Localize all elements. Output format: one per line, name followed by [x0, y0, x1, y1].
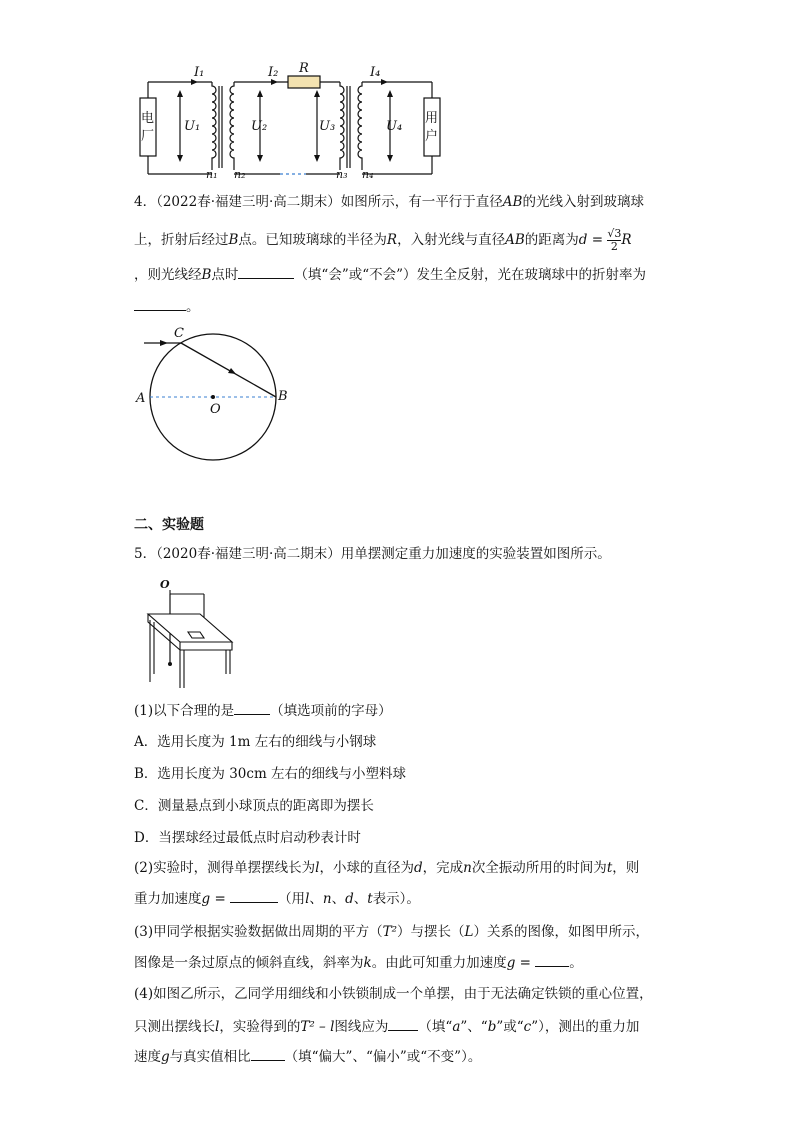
label-n3: n₃	[336, 168, 348, 181]
label-i1: I₁	[194, 65, 205, 80]
q5-part4-line3: 速度g与真实值相比 （填“偏大”、“偏小”或“不变”）。	[134, 1046, 481, 1067]
label-u4: U₄	[386, 119, 403, 134]
label-i2: I₂	[268, 65, 279, 80]
q4-line-3: ，则光线经B点时 （填“会”或“不会”）发生全反射，光在玻璃球中的折射率为	[134, 264, 646, 285]
answer-blank-p4-g[interactable]	[251, 1046, 285, 1061]
answer-blank-p2[interactable]	[230, 888, 278, 903]
answer-blank-p3[interactable]	[535, 952, 569, 967]
power-plant-box	[140, 98, 156, 156]
label-pivot-o: O	[160, 578, 170, 591]
q4-line-4: 。	[134, 296, 200, 317]
glass-sphere-figure	[130, 322, 300, 484]
coil-n4	[358, 82, 362, 170]
label-o: O	[210, 402, 221, 417]
answer-blank-reflection[interactable]	[238, 264, 294, 279]
q5-option-b: B．选用长度为 30cm 左右的细线与小塑料球	[134, 766, 407, 782]
q5-part2-line2: 重力加速度g = （用l、n、d、t表示）。	[134, 888, 420, 909]
q5-option-c: C．测量悬点到小球顶点的距离即为摆长	[134, 798, 374, 814]
label-plant-1: 电	[141, 111, 155, 126]
coil-n2	[230, 82, 234, 170]
resistor-r	[288, 76, 320, 88]
q5-part4-line2: 只测出摆线长l，实验得到的T² – l图线应为 （填“a”、“b”或“c”），测出的重力加	[134, 1016, 639, 1037]
label-n1: n₁	[206, 168, 218, 181]
section-title-experiment: 二、实验题	[134, 517, 204, 533]
label-user-2: 户	[425, 129, 439, 144]
q5-option-d: D．当摆球经过最低点时启动秒表计时	[134, 830, 361, 846]
label-n2: n₂	[234, 168, 246, 181]
user-box	[424, 98, 440, 156]
q5-part4-line1: (4)如图乙所示，乙同学用细线和小铁锁制成一个单摆，由于无法确定铁锁的重心位置，	[134, 986, 653, 1002]
fraction-sqrt3-over-2: $\frac{√3}{2}$	[607, 227, 622, 253]
q5-part3-line2: 图像是一条过原点的倾斜直线，斜率为k。由此可知重力加速度g = 。	[134, 952, 583, 973]
coil-n3	[340, 82, 344, 170]
label-b: B	[278, 389, 288, 404]
q4-line-1: 4．（2022春·福建三明·高二期末）如图所示，有一平行于直径AB的光线入射到玻璃球	[134, 194, 644, 210]
q5-intro: 5．（2020春·福建三明·高二期末）用单摆测定重力加速度的实验装置如图所示。	[134, 546, 611, 562]
label-u2: U₂	[251, 119, 268, 134]
label-n4: n₄	[362, 168, 374, 181]
pendulum-figure	[140, 574, 240, 690]
label-a: A	[136, 391, 146, 406]
label-u1: U₁	[184, 119, 201, 134]
power-transmission-diagram	[130, 60, 460, 182]
label-c: C	[174, 326, 184, 341]
answer-blank-p4-line[interactable]	[388, 1016, 418, 1031]
q5-option-a: A．选用长度为 1m 左右的细线与小钢球	[134, 734, 377, 750]
label-user-1: 用	[425, 111, 439, 126]
q5-part2-line1: (2)实验时，测得单摆摆线长为l，小球的直径为d，完成n次全振动所用的时间为t，则	[134, 860, 640, 876]
label-r: R	[299, 61, 309, 76]
answer-blank-p1[interactable]	[234, 700, 270, 715]
label-i4: I₄	[370, 65, 381, 80]
q5-part3-line1: (3)甲同学根据实验数据做出周期的平方（T²）与摆长（L）关系的图像，如图甲所示，	[134, 924, 650, 940]
label-plant-2: 厂	[141, 129, 155, 144]
q4-line-2: 上，折射后经过B点。已知玻璃球的半径为R，入射光线与直径AB的距离为d = $\frac{√3}{2}$ R	[134, 227, 632, 253]
answer-blank-refractive-index[interactable]	[134, 296, 186, 311]
coil-n1	[212, 82, 216, 170]
label-u3: U₃	[319, 119, 336, 134]
q5-part1: (1)以下合理的是 （填选项前的字母）	[134, 700, 392, 721]
